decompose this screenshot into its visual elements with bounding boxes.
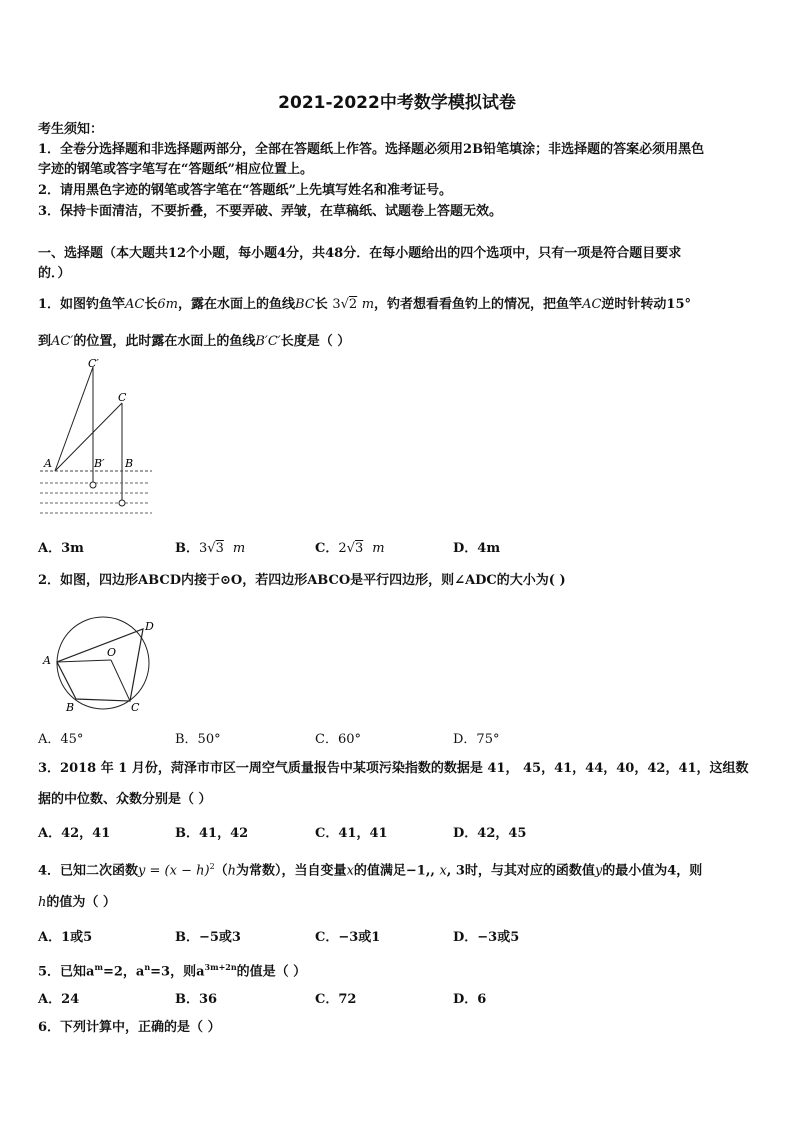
q1-unit: m	[361, 297, 375, 312]
q4-text: 4．已知二次函数	[38, 863, 139, 879]
sqrt-radicand: 3	[215, 541, 224, 556]
q4-text: 的值满足−1	[353, 863, 426, 879]
sqrt-icon: √	[207, 541, 216, 556]
quadrilateral-abcd	[57, 629, 143, 701]
q4-function: y = (x − h)	[138, 863, 210, 879]
q4-text: 的值为（ ）	[46, 895, 116, 910]
q5-text: =2，a	[102, 964, 145, 980]
label-b: B	[125, 457, 134, 470]
q3-option-d[interactable]: D．42，45	[453, 826, 527, 841]
sqrt-icon: √	[346, 541, 355, 556]
q4-option-b[interactable]: B．−5或3	[175, 930, 241, 945]
q3-line-2: 据的中位数、众数分别是（ ）	[38, 792, 212, 807]
label-c: C	[131, 701, 140, 714]
q5-option-d[interactable]: D．6	[453, 992, 487, 1007]
q4-text: 的最小值为4，则	[602, 863, 703, 879]
q1-text: 逆时针转动15°	[601, 297, 691, 312]
q5-option-a[interactable]: A．24	[38, 992, 80, 1007]
q1-var-bc: BC	[295, 297, 315, 312]
q1-text: 1．如图钓鱼竿	[38, 297, 126, 312]
q4-text: 为常数），当自变量	[236, 863, 347, 879]
q4-var-x: x	[439, 863, 447, 879]
sqrt-radicand: 3	[354, 541, 364, 556]
option-label: B．	[175, 541, 199, 556]
option-label: C．	[315, 541, 339, 556]
q4-var-x: x	[346, 863, 354, 879]
rod-ac-prime	[55, 367, 93, 471]
q4-option-d[interactable]: D．−3或5	[453, 930, 520, 945]
q1-text: 到	[38, 334, 52, 349]
q5-exponent: 3m+2n	[204, 962, 237, 972]
q2-option-a[interactable]: A．45°	[38, 732, 84, 747]
q1-figure	[30, 355, 165, 520]
label-b-prime: B′	[94, 457, 105, 470]
q2-figure	[35, 612, 165, 717]
sqrt-radicand: 2	[348, 297, 358, 312]
q3-option-b[interactable]: B．41，42	[175, 826, 249, 841]
q1-line-2	[38, 332, 760, 352]
q5-text	[38, 957, 760, 982]
q1-sqrt-length	[332, 297, 357, 312]
sqrt-icon: √	[340, 297, 349, 312]
q4-var-h: h	[227, 863, 237, 879]
q4-text: （	[214, 863, 228, 879]
label-c: C	[118, 391, 127, 404]
notice-item-2: 2．请用黑色字迹的钢笔或答字笔在“答题纸”上先填写姓名和准考证号。	[38, 183, 453, 198]
q1-var-ac: AC	[582, 297, 602, 312]
option-unit: m	[232, 541, 246, 556]
label-a: A	[43, 654, 51, 667]
q4-option-a[interactable]: A．1或5	[38, 930, 93, 945]
q2-option-b[interactable]: B．50°	[175, 732, 221, 747]
section-heading: 一、选择题（本大题共12个小题，每小题4分，共48分．在每小题给出的四个选项中，只有一项是符合题目要求	[38, 246, 682, 261]
notice-item-1: 1．全卷分选择题和非选择题两部分，全部在答题纸上作答。选择题必须用2B铅笔填涂；非选择题的答案必须用黑色	[38, 142, 705, 157]
q2-option-c[interactable]: C．60°	[315, 732, 361, 747]
q5-text: 的值是（ ）	[236, 964, 307, 980]
hook-icon	[90, 482, 96, 488]
q1-text: ，露在水面上的鱼线	[178, 297, 296, 312]
q1-text: 长度是（ ）	[280, 334, 351, 349]
q5-text: =3，则a	[150, 964, 205, 980]
q4-var-y: y	[594, 863, 603, 879]
q4-var-h: h	[38, 895, 47, 910]
q3-line-1: 3．2018 年 1 月份，菏泽市市区一周空气质量报告中某项污染指数的数据是 41， 45，41，44，40，42，41，这组数	[38, 761, 749, 776]
q5-option-c[interactable]: C．72	[315, 992, 357, 1007]
q4-option-c[interactable]: C．−3或1	[315, 930, 381, 945]
sqrt-coef: 2	[338, 541, 347, 556]
q3-option-c[interactable]: C．41，41	[315, 826, 388, 841]
sqrt-coef: 3	[199, 541, 208, 556]
sqrt-coef: 3	[332, 297, 341, 312]
q6-text: 6．下列计算中，正确的是（ ）	[38, 1020, 221, 1035]
q5-exponent: m	[94, 962, 103, 972]
page-title: 2021-2022中考数学模拟试卷	[278, 93, 516, 113]
q1-var-ac: AC	[125, 297, 145, 312]
notice-item-1-cont: 字迹的钢笔或答字笔写在“答题纸”相应位置上。	[38, 162, 313, 177]
q1-option-d[interactable]: D．4m	[453, 541, 501, 556]
circle-o	[57, 617, 149, 709]
q1-text: 长	[144, 297, 158, 312]
label-d: D	[145, 620, 154, 633]
notice-item-3: 3．保持卡面清洁，不要折叠，不要弄破、弄皱，在草稿纸、试题卷上答题无效。	[38, 204, 503, 219]
q1-option-b[interactable]	[175, 537, 245, 556]
section-heading-cont: 的．）	[38, 266, 71, 281]
option-unit: m	[372, 541, 385, 556]
q4-line-2	[38, 893, 760, 913]
q5-text: 5．已知a	[38, 964, 95, 980]
q1-text: 长	[314, 297, 328, 312]
q2-text: 2．如图，四边形ABCD内接于⊙O，若四边形ABCO是平行四边形，则∠ADC的大小为( )	[38, 573, 566, 588]
q1-var-acp: AC′	[51, 334, 74, 349]
q1-option-a[interactable]: A．3m	[38, 541, 84, 556]
q1-option-c[interactable]	[315, 537, 385, 556]
q1-length: 6m	[157, 297, 179, 312]
q5-option-b[interactable]: B．36	[175, 992, 218, 1007]
segment-ao	[57, 660, 111, 662]
q2-option-d[interactable]: D．75°	[453, 732, 500, 747]
q4-exponent: 2	[209, 862, 215, 871]
q1-text: 的位置，此时露在水面上的鱼线	[73, 334, 256, 349]
label-c-prime: C′	[88, 357, 99, 370]
q1-line-1	[38, 295, 760, 315]
q1-text: ，钓者想看看鱼钓上的情况，把鱼竿	[374, 297, 583, 312]
segment-oc	[111, 660, 130, 701]
q4-line-1: 4．已知二次函数$y = (x - h)^2(h$为常数），当自变量x的值满足−1,, x, 3时，与其对应的函数值y的最小值为4，则	[38, 862, 703, 879]
q1-var-bcp: B′C′	[255, 334, 281, 349]
rod-ac	[55, 403, 122, 471]
hook-icon	[119, 500, 125, 506]
label-a: A	[44, 457, 52, 470]
notice-heading: 考生须知：	[38, 122, 104, 137]
label-b: B	[66, 701, 75, 714]
q4-text: 3时，与其对应的函数值	[455, 863, 595, 879]
q3-option-a[interactable]: A．42，41	[38, 826, 111, 841]
label-o: O	[107, 646, 117, 659]
q5-exponent: n	[144, 962, 151, 972]
